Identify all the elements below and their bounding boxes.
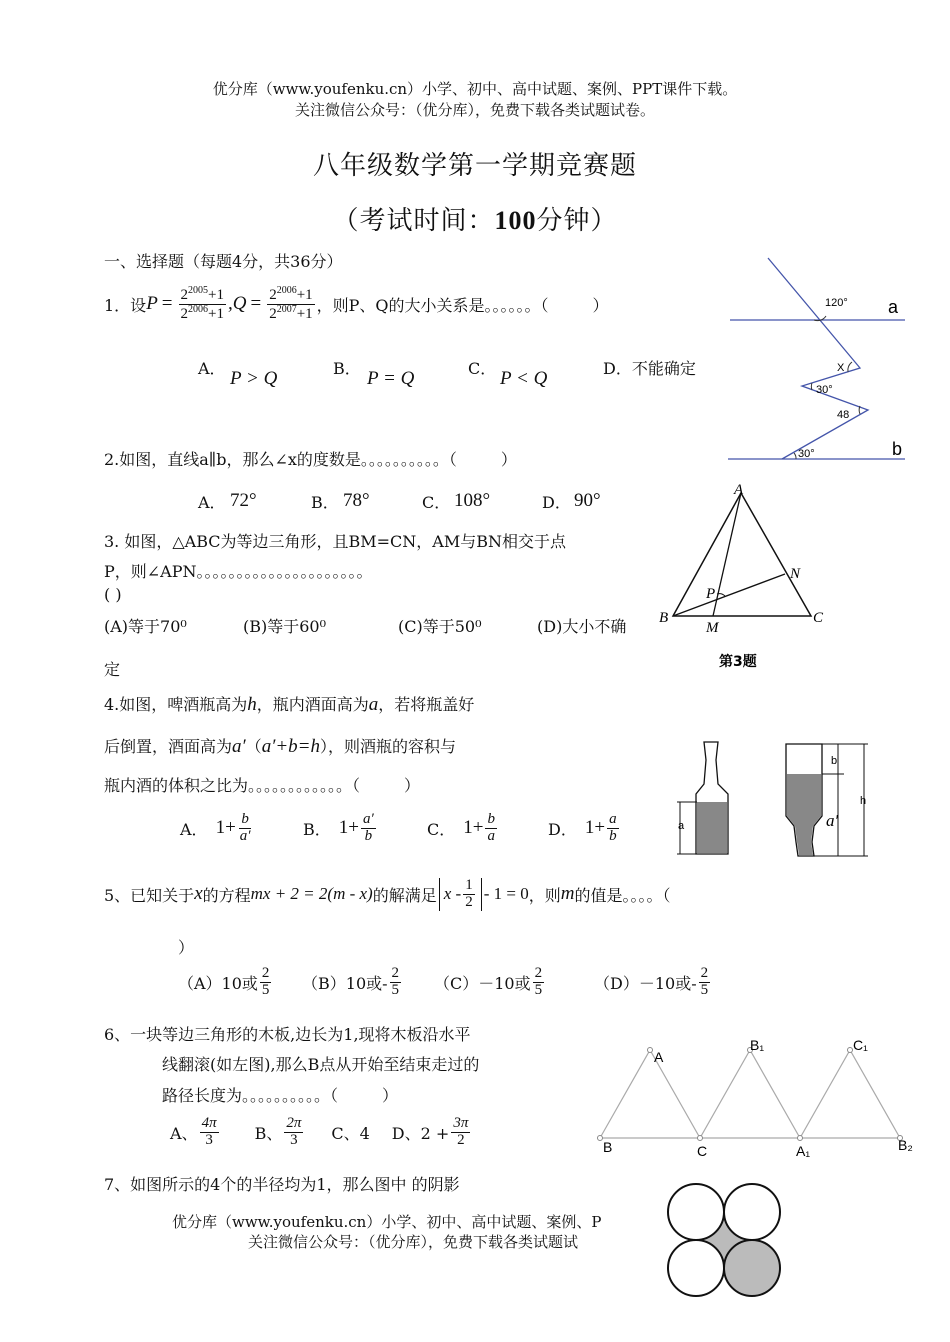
label-120: 120°: [825, 297, 848, 309]
q5-abs: [439, 878, 482, 911]
q1-option-c: [468, 356, 496, 379]
q6-option-a-den: 3: [205, 1131, 213, 1148]
q4-option-b-frac: [361, 812, 376, 845]
label-P: P: [706, 586, 716, 602]
q1-q-den-base: 2: [269, 305, 277, 322]
q5-option-a-frac: [260, 966, 272, 999]
q4-line1-a: 4.如图，啤酒瓶高为: [104, 695, 248, 714]
q4-option-a-one-plus: 1+: [215, 817, 236, 839]
label-N: N: [790, 566, 801, 582]
q4-line-1: [104, 692, 474, 716]
q2-text: 2.如图，直线a∥b，那么∠x的度数是。。。。。。。。。。（: [104, 450, 457, 469]
q4-option-a-frac: [238, 812, 253, 845]
q5-option-b-frac: [390, 966, 402, 999]
q2-option-d-math: 90°: [574, 490, 601, 511]
point-B: [598, 1136, 603, 1141]
q5-option-c-label: （C）－10或: [434, 973, 531, 993]
q5-option-a-label: （A）10或: [178, 973, 258, 993]
q7-figure: [660, 1176, 790, 1306]
q4-close: ）: [404, 776, 421, 795]
q4-option-b-one-plus: 1+: [338, 817, 359, 839]
segment-bn: [673, 574, 785, 616]
q1-p: P: [146, 293, 158, 315]
q6-line-1: 6、一块等边三角形的木板,边长为1,现将木板沿水平: [104, 1025, 471, 1044]
q4-line-3: [104, 773, 420, 796]
q6-option-a-frac: [200, 1116, 219, 1149]
q5-equation: mx + 2 = 2(m - x): [250, 884, 373, 904]
q4-h: h: [247, 694, 257, 715]
label-C1: C₁: [853, 1037, 868, 1053]
q5-option-b-num: 2: [391, 965, 400, 981]
header-line-1: 优分库（www.youfenku.cn）小学、初中、高中试题、案例、PPT课件下载。: [212, 80, 738, 98]
label-b: b: [831, 755, 838, 767]
q4-line-2: [104, 734, 456, 758]
q1-eq2: =: [250, 293, 262, 315]
q6-option-b-frac: [284, 1116, 303, 1149]
point-C: [698, 1136, 703, 1141]
angle-30b-arc: [794, 453, 796, 459]
label-C: C: [813, 610, 824, 626]
footer-line-2: 关注微信公众号：（优分库），免费下载各类试题试: [248, 1233, 579, 1251]
q1-eq: =: [161, 293, 173, 315]
label-A1: A₁: [796, 1143, 811, 1159]
q1-option-b: [333, 356, 361, 379]
q5-half-den: 2: [465, 893, 473, 910]
point-C1: [848, 1048, 853, 1053]
triangle-abc: [673, 493, 811, 616]
q5-option-d-num: 2: [700, 965, 709, 981]
q5-option-a: [178, 966, 273, 999]
q1-q-fraction: [267, 286, 314, 323]
q6-options: [170, 1116, 472, 1149]
angle-48-arc: [859, 406, 860, 414]
q1-p-den-base: 2: [180, 305, 189, 322]
q4-option-c-frac: [485, 812, 497, 845]
q1-comma-q: ,Q: [227, 293, 247, 315]
q2-option-d-label: D．: [542, 493, 571, 512]
label-48: 48: [837, 409, 850, 421]
q1-option-a-label: A．: [198, 359, 226, 378]
q6-line-2: 线翻滚(如左图),那么B点从开始至结束走过的: [162, 1055, 480, 1074]
q1-p-den-tail: +1: [208, 305, 224, 322]
q1-close: ）: [592, 295, 609, 315]
q3-option-d-wrap: 定: [104, 660, 121, 679]
q1-p-num-tail: +1: [208, 287, 224, 303]
segment-am: [713, 493, 741, 616]
footer-line-1: 优分库（www.youfenku.cn）小学、初中、高中试题、案例、P: [172, 1213, 602, 1231]
circle-top-right: [724, 1184, 780, 1240]
q3-figure: [655, 478, 845, 678]
q5-option-d-label: （D）－10或-: [594, 973, 697, 993]
page-subtitle: [0, 200, 950, 237]
q1-p-den-exp: 2006: [188, 303, 209, 315]
q5-option-b-den: 5: [391, 981, 400, 998]
q1-q-num-exp: 2006: [276, 285, 297, 296]
question-7: 7、如图所示的4个的半径均为1，那么图中 的阴影: [104, 1175, 460, 1194]
label-B: B: [603, 1139, 613, 1155]
q1-q-den-tail: +1: [296, 305, 313, 322]
q4-option-b-num: a′: [362, 811, 374, 827]
q4-line2-a: 后倒置，酒面高为: [104, 737, 233, 756]
q5-mid: 的方程: [202, 885, 251, 905]
q4-option-d-one-plus: 1+: [584, 817, 606, 839]
q4-option-d-num: a: [609, 811, 617, 827]
q1-option-a: [198, 356, 226, 379]
question-2: [104, 447, 517, 470]
label-B: B: [659, 610, 669, 626]
q1-tail: ，则P、Q的大小关系是。。。。。。（: [316, 295, 549, 315]
q2-option-b-math: 78°: [343, 490, 370, 511]
question-5: [104, 878, 670, 911]
q6-option-c: C、4: [331, 1123, 370, 1143]
label-B2: B₂: [898, 1137, 913, 1153]
q5-option-d-frac: [699, 966, 711, 999]
circle-bottom-right-shaded: [724, 1240, 780, 1296]
subtitle-post: 分钟）: [536, 206, 618, 236]
q1-option-c-label: C．: [468, 359, 497, 378]
q5-tail-a: ，则: [528, 885, 561, 905]
q5-m: m: [560, 883, 575, 905]
q2-option-c-label: C．: [422, 493, 451, 512]
label-a: a: [888, 297, 899, 317]
q6-option-a-num: 4π: [201, 1115, 217, 1131]
q5-half-num: 1: [465, 877, 473, 893]
bottle-upright-liquid: [697, 802, 727, 853]
q3-line-1: 3. 如图，△ABC为等边三角形，且BM=CN，AM与BN相交于点: [104, 532, 566, 551]
page-title: 八年级数学第一学期竞赛题: [312, 151, 637, 181]
q6-option-a-label: A、: [170, 1123, 198, 1143]
q3-option-c: (C)等于50⁰: [398, 617, 482, 636]
label-x: X: [837, 362, 845, 374]
q4-figure: [672, 738, 882, 862]
q4-line3-text: 瓶内酒的体积之比为。。。。。。。。。。。。（: [104, 776, 361, 795]
q4-option-d-frac: [607, 812, 619, 845]
q3-option-a: (A)等于70⁰: [104, 617, 187, 636]
q6-option-d-num: 3π: [453, 1115, 469, 1131]
q5-mid2: 的解满足: [372, 885, 437, 905]
q6-option-d-frac: [451, 1116, 470, 1149]
q5-option-b: [302, 966, 403, 999]
q3-option-d: (D)大小不确: [537, 617, 627, 636]
label-C: C: [697, 1143, 708, 1159]
q2-option-a-math: 72°: [230, 490, 257, 511]
q3-line-2: P，则∠APN。。。。。。。。。。。。。。。。。。。。。: [104, 562, 373, 581]
label-b: b: [892, 439, 903, 459]
q5-option-c-num: 2: [534, 965, 543, 981]
q1-q-den-exp: 2007: [276, 303, 297, 315]
q5-option-d-den: 5: [700, 981, 709, 998]
q6-line-3: [162, 1083, 398, 1106]
label-30b: 30°: [798, 448, 815, 460]
q5-abs-pre: x -: [443, 884, 462, 904]
q4-line1-b: ，瓶内酒面高为: [256, 695, 369, 714]
q1-option-b-math: P = Q: [367, 368, 415, 389]
label-A: A: [654, 1049, 664, 1065]
q4-eq: a′+b=h: [261, 736, 320, 757]
q5-option-a-den: 5: [261, 981, 270, 998]
q4-option-a-num: b: [241, 811, 249, 827]
q6-option-d-label: D、2 +: [391, 1123, 450, 1143]
q1-p-num-exp: 2005: [188, 285, 209, 296]
q5-option-c: [434, 966, 546, 999]
q5-tail-b: 的值是。。。。（: [574, 885, 671, 905]
q4-option-b-den: b: [364, 827, 373, 844]
q2-option-a-label: A．: [198, 493, 226, 512]
label-A: A: [734, 482, 744, 498]
q5-lead: 5、已知关于: [104, 885, 195, 905]
q6-option-b-num: 2π: [286, 1115, 302, 1131]
q4-option-c-den: a: [487, 827, 495, 844]
q1-option-b-label: B．: [333, 359, 361, 378]
q5-close: ）: [178, 938, 195, 957]
q5-option-a-num: 2: [261, 965, 270, 981]
q4-option-b-label: B．: [303, 819, 331, 839]
q4-option-c: [427, 812, 499, 845]
zigzag-line: [768, 258, 868, 459]
q4-line2-c: ），则酒瓶的容积与: [320, 737, 457, 756]
q4-option-d: [548, 812, 621, 845]
q4-line2-b: （: [245, 737, 262, 756]
q4-option-b: [303, 812, 378, 845]
q4-line1-c: ，若将瓶盖好: [378, 695, 475, 714]
label-a: a: [678, 820, 685, 832]
figure-caption: 第3题: [719, 654, 757, 670]
header-line-2: 关注微信公众号：（优分库），免费下载各类试题试卷。: [294, 101, 655, 119]
q4-option-a: [180, 812, 255, 845]
q1-p-num-base: 2: [180, 287, 189, 303]
q5-half: [463, 878, 475, 911]
circle-top-left: [668, 1184, 724, 1240]
q5-x: x: [194, 883, 203, 905]
q4-option-c-label: C．: [427, 819, 456, 839]
circle-bottom-left: [668, 1240, 724, 1296]
q4-option-d-label: D．: [548, 819, 577, 839]
q2-option-b-label: B．: [311, 493, 339, 512]
q5-option-d: [594, 966, 712, 999]
q4-option-a-den: a′: [239, 827, 251, 844]
q5-abs-post: - 1 = 0: [483, 884, 529, 904]
q4-option-c-one-plus: 1+: [463, 817, 484, 839]
q1-lead: 1．设: [104, 295, 147, 315]
q2-figure: [720, 250, 920, 470]
label-B1: B₁: [750, 1037, 765, 1053]
q1-p-fraction: [179, 286, 226, 323]
q6-option-d-den: 2: [457, 1131, 465, 1148]
q3-line-3: ( ): [104, 585, 122, 604]
q1-option-a-math: P > Q: [230, 368, 278, 389]
point-A: [648, 1048, 653, 1053]
q4-a: a: [368, 694, 379, 715]
q6-close: ）: [382, 1086, 399, 1105]
q5-option-b-label: （B）10或-: [302, 973, 388, 993]
point-A1: [798, 1136, 803, 1141]
q6-figure: [590, 1030, 930, 1170]
q2-close: ）: [500, 450, 517, 469]
label-30a: 30°: [816, 384, 833, 396]
section-heading: 一、选择题（每题4分，共36分）: [104, 252, 343, 271]
label-a-prime: a′: [826, 811, 839, 830]
q1-q-num-tail: +1: [296, 287, 313, 303]
q5-option-c-den: 5: [534, 981, 543, 998]
q6-option-b-label: B、: [254, 1123, 283, 1143]
q1-option-c-math: P < Q: [500, 368, 548, 389]
bottle-inverted-liquid: [787, 774, 821, 855]
q1-option-d: D．不能确定: [603, 359, 696, 378]
q6-option-b-den: 3: [290, 1131, 298, 1148]
q4-option-a-label: A．: [180, 819, 208, 839]
label-h: h: [860, 795, 867, 807]
subtitle-pre: （考试时间：: [332, 206, 495, 236]
q4-option-c-num: b: [487, 811, 495, 827]
q5-option-c-frac: [533, 966, 545, 999]
q1-q-num-base: 2: [269, 287, 277, 303]
question-1: [104, 286, 609, 323]
angle-30a-arc: [811, 383, 812, 390]
q3-option-b: (B)等于60⁰: [243, 617, 327, 636]
q2-option-c-math: 108°: [454, 490, 491, 511]
q4-option-d-den: b: [609, 827, 617, 844]
subtitle-minutes: 100: [494, 206, 537, 235]
triangle-chain: [600, 1050, 900, 1138]
q6-line3-text: 路径长度为。。。。。。。。。。（: [162, 1086, 339, 1105]
q4-a-prime: a′: [232, 736, 246, 757]
label-M: M: [706, 620, 719, 636]
